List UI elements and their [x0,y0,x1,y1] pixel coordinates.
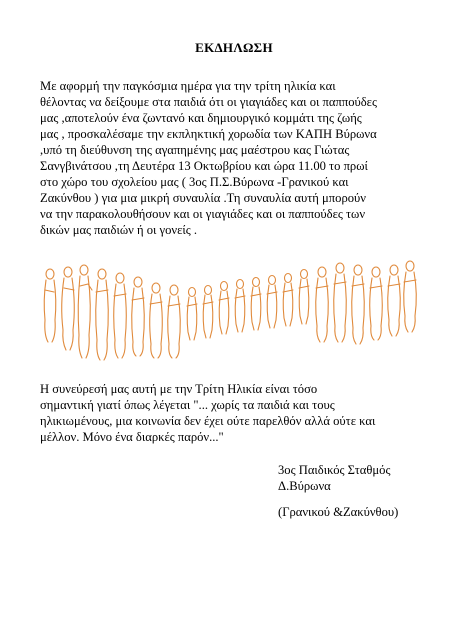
singer-figure [404,261,417,332]
singer-figure [316,267,329,342]
singer-figure [352,265,365,344]
paragraph-line: σημαντική γιατί όπως λέγεται "... χωρίς τα παιδιά και τους [40,398,335,412]
paragraph-line: μας ,αποτελούν ένα ζωντανό και δημιουργικό κομμάτι της ζωής [40,111,362,125]
singer-figure [114,273,127,358]
signature-municipality: Δ.Βύρωνα [278,479,331,493]
singer-figure [299,270,309,325]
singer-figure [150,283,163,358]
singer-figure [283,274,293,327]
singer-figure [187,288,197,341]
singer-figure [132,277,145,356]
singer-figure [267,276,277,329]
signature-address: (Γρανικού &Ζακύνθου) [278,505,399,519]
singer-figure [251,278,261,331]
paragraph-line: μας , προσκαλέσαμε την εκπληκτική χορωδία των ΚΑΠΗ Βύρωνα [40,127,377,141]
singer-figure [334,263,347,342]
singer-figure [219,282,229,335]
singer-figure [235,280,245,333]
quote-paragraph [40,381,420,445]
paragraph-line: Σανγβινάτσου ,τη Δευτέρα 13 Οκτωβρίου και ώρα 11.00 το πρωί [40,159,368,173]
singer-figure [370,267,383,340]
paragraph-line: στο χώρο του σχολείου μας ( 3ος Π.Σ.Βύρωνα -Γρανικού και [40,175,349,189]
paragraph-line: να την παρακολουθήσουν και οι γιαγιάδες και οι παππούδες των [40,207,366,221]
signature-school-name: 3ος Παιδικός Σταθμός [278,463,391,477]
singer-figure [203,286,213,339]
paragraph-line: δικών μας παιδιών ή οι γονείς . [40,223,198,237]
choir-singers-drawing-icon [40,260,420,368]
paragraph-line: θέλοντας να δείξουμε στα παιδιά ότι οι γιαγιάδες και οι παππούδες [40,95,377,109]
signature-block [278,462,398,520]
paragraph-line: μέλλον. Μόνο ένα διαρκές παρόν..." [40,430,224,444]
singer-figure [62,267,75,350]
paragraph-line: Η συνεύρεσή μας αυτή με την Τρίτη Ηλικία είναι τόσο [40,382,318,396]
paragraph-line: ηλικιωμένους, μια κοινωνία δεν έχει ούτε παρελθόν αλλά ούτε και [40,414,376,428]
singer-figure [44,269,56,342]
singer-figure [388,265,401,336]
invitation-paragraph [40,78,420,238]
paragraph-line: Ζακύνθου ) για μια μικρή συναυλία .Τη συναυλία αυτή μπορούν [40,191,366,205]
paragraph-line: Με αφορμή την παγκόσμια ημέρα για την τρίτη ηλικία και [40,79,336,93]
singer-figure [168,285,181,358]
singer-figure [96,269,109,360]
page-title: ΕΚΔΗΛΩΣΗ [195,40,273,55]
singer-figure [78,265,92,358]
paragraph-line: ,υπό τη διεύθυνση της αγαπημένης μας μαέστρου κας Γιώτας [40,143,350,157]
